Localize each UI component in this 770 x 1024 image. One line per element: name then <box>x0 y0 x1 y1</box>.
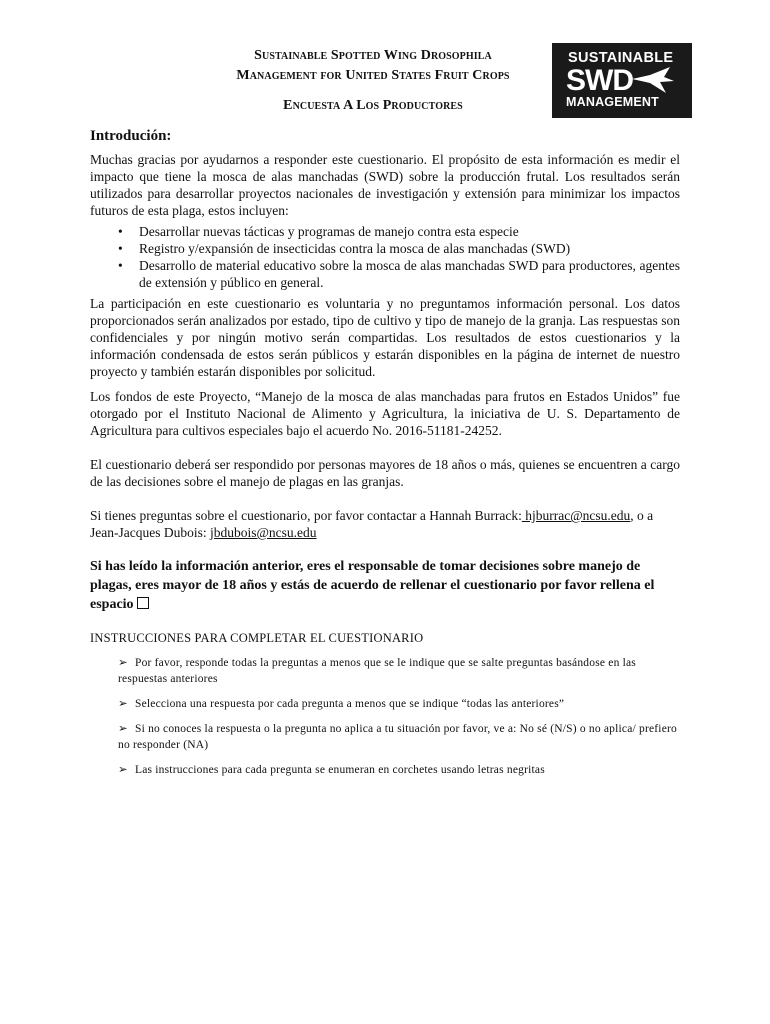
email-link-hburrack[interactable]: hjburrac@ncsu.edu <box>521 508 631 523</box>
arrow-bullet-icon: ➢ <box>118 698 128 710</box>
arrow-bullet-icon: ➢ <box>118 723 128 735</box>
bullet-icon: • <box>118 258 123 273</box>
instructions-heading: INSTRUCCIONES PARA COMPLETAR EL CUESTIONARIO <box>90 631 424 645</box>
consent-checkbox[interactable] <box>137 597 149 609</box>
instruction-item: ➢ Si no conoces la respuesta o la pregunta no aplica a tu situación por favor, ve a: No sé (N/S) o no aplica/ prefiero no responder (NA) <box>118 723 677 751</box>
instruction-item: ➢ Por favor, responde todas la preguntas a menos que se le indique que se salte preguntas basándose en las respuestas anteriores <box>118 657 636 685</box>
logo-text-swd: SWD <box>566 64 633 97</box>
consent-statement: Si has leído la información anterior, eres el responsable de tomar decisiones sobre manejo de plagas, eres mayor de 18 años y estás de acuerdo de rellenar el cuestionario por favor rellena el espacio <box>90 559 655 612</box>
bullet-icon: • <box>118 241 123 256</box>
funding-paragraph: Los fondos de este Proyecto, “Manejo de la mosca de alas manchadas para frutos en Estados Unidos” fue otorgado por el Instituto Nacional de Alimento y Agricultura, la iniciativa de U. S. Departamento de Agricultura para cultivos especiales bajo el acuerdo No. 2016-51181-24252. <box>90 389 680 438</box>
goals-list <box>90 223 680 291</box>
logo-text-management: MANAGEMENT <box>566 95 659 109</box>
title-line-1: Sustainable Spotted Wing Drosophila <box>254 48 492 63</box>
document-header <box>200 46 546 116</box>
email-link-jdubois[interactable]: jbdubois@ncsu.edu <box>209 525 317 540</box>
instruction-item: ➢ Selecciona una respuesta por cada pregunta a menos que se indique “todas las anteriores” <box>118 698 565 710</box>
survey-body <box>90 128 680 787</box>
instruction-item: ➢ Las instrucciones para cada pregunta se enumeran en corchetes usando letras negritas <box>118 764 545 776</box>
bullet-icon: • <box>118 224 123 239</box>
contact-paragraph: Si tienes preguntas sobre el cuestionario, por favor contactar a Hannah Burrack: hjburrac@ncsu.edu, o a Jean-Jacques Dubois: jbdubois@ncsu.edu <box>90 508 654 540</box>
goal-item: • Desarrollar nuevas tácticas y programas de manejo contra esta especie <box>118 224 519 239</box>
goal-item: • Desarrollo de material educativo sobre la mosca de alas manchadas SWD para productores, agentes de extensión y público en general. <box>118 258 680 290</box>
arrow-bullet-icon: ➢ <box>118 657 128 669</box>
arrow-bullet-icon: ➢ <box>118 764 128 776</box>
title-line-2: Management for United States Fruit Crops <box>236 68 510 83</box>
participation-paragraph: La participación en este cuestionario es voluntaria y no preguntamos información personal. Los datos proporcionados serán analizados por estado, tipo de cultivo y tipo de manejo de la granja. Las respuestas son confidenciales y por ningún motivo serán compartidas. Los resultados de estos cuestionarios y la información condensada de estos serán públicos y estarán disponibles en la página de internet de nuestro proyecto y también estarán disponibles por solicitud. <box>90 296 680 379</box>
intro-paragraph: Muchas gracias por ayudarnos a responder este cuestionario. El propósito de esta información es medir el impacto que tiene la mosca de alas manchadas (SWD) sobre la producción frutal. Los resultados serán utilizados para desarrollar proyectos nacionales de investigación y extensión para minimizar los impactos futuros de esta plaga, estos incluyen: <box>90 152 680 218</box>
survey-subtitle: Encuesta A Los Productores <box>283 98 463 113</box>
intro-heading: Introdución: <box>90 128 172 144</box>
fly-icon <box>630 65 676 95</box>
eligibility-paragraph: El cuestionario deberá ser respondido por personas mayores de 18 años o más, quienes se encuentren a cargo de las decisiones sobre el manejo de plagas en las granjas. <box>90 457 680 489</box>
logo-text-sustainable: SUSTAINABLE <box>568 50 674 66</box>
instructions-list <box>90 655 680 778</box>
sustainable-swd-logo <box>552 43 692 118</box>
goal-item: • Registro y/expansión de insecticidas contra la mosca de alas manchadas (SWD) <box>118 241 571 256</box>
